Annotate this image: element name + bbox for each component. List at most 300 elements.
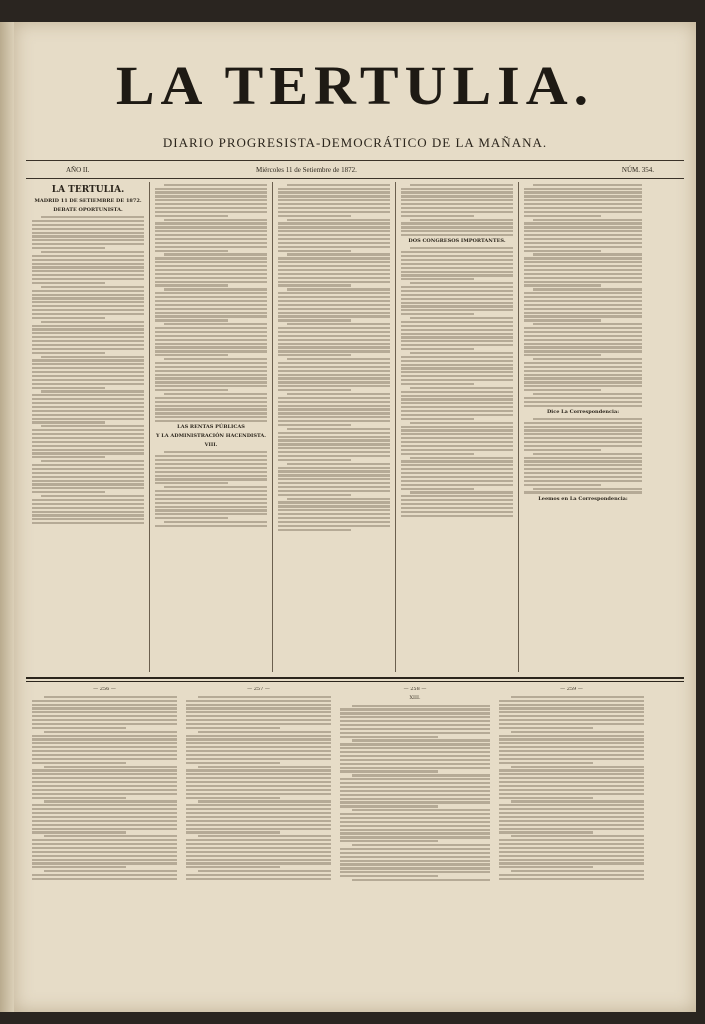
text-line [401,195,513,197]
text-line [155,478,267,480]
text-line [32,232,144,234]
text-line [32,468,144,470]
text-line [401,503,513,505]
text-line [32,808,177,810]
text-line [155,494,267,496]
article-body [278,184,390,531]
text-line [186,758,331,760]
text-line [186,828,331,830]
text-line [499,812,644,814]
text-line [287,323,390,325]
text-line [278,230,390,232]
text-line [278,319,351,321]
text-line [340,817,490,819]
text-line [499,785,644,787]
text-line [32,282,105,284]
text-line [278,222,390,224]
text-line [32,336,144,338]
text-line [278,350,390,352]
text-line [340,863,490,865]
column-5 [524,182,642,672]
text-line [32,758,177,760]
text-line [401,364,513,366]
text-line [32,499,144,501]
text-line [278,327,390,329]
text-line [155,234,267,236]
text-line [32,445,144,447]
text-line [32,828,177,830]
text-line [340,821,490,823]
column-1 [32,182,144,672]
text-line [499,804,644,806]
text-line [533,418,642,420]
text-line [186,789,331,791]
text-line [155,498,267,500]
text-line [155,199,267,201]
text-line [186,808,331,810]
text-line [32,383,144,385]
text-line [278,443,390,445]
text-line [401,199,513,201]
text-line [32,820,177,822]
text-line [155,277,267,279]
text-line [524,484,601,486]
text-line [511,835,644,837]
text-line [511,870,644,872]
folletin-body [186,696,331,880]
text-line [155,517,228,519]
text-line [524,234,642,236]
text-line [524,292,642,294]
text-line [164,393,267,395]
text-line [32,700,177,702]
text-line [401,379,513,381]
masthead-title: LA TERTULIA. [115,54,595,117]
text-line [186,777,331,779]
text-line [524,460,642,462]
text-line [340,832,490,834]
text-line [340,798,490,800]
text-line [499,847,644,849]
text-line [524,468,642,470]
text-line [401,406,513,408]
footer-line: Leemos en La Correspondencia: [538,495,628,502]
text-line [278,529,351,531]
text-line [340,782,490,784]
text-line [533,393,642,395]
text-line [155,459,267,461]
text-line [524,238,642,240]
text-line [186,859,331,861]
text-line [32,715,177,717]
text-line [198,835,331,837]
text-line [32,862,177,864]
text-line [524,457,642,459]
text-line [155,350,267,352]
text-line [155,471,267,473]
text-line [32,340,144,342]
text-line [401,348,474,350]
text-line [499,855,644,857]
folletin-column-4 [499,687,644,1002]
text-line [401,472,513,474]
text-line [32,441,144,443]
text-line [401,188,513,190]
text-line [278,513,390,515]
text-line [278,494,351,496]
text-line [524,203,642,205]
text-line [287,184,390,186]
text-line [499,851,644,853]
text-line [32,824,177,826]
text-line [401,309,513,311]
text-line [524,300,642,302]
text-line [32,711,177,713]
text-line [32,387,105,389]
text-line [32,410,144,412]
text-line [340,875,438,877]
text-line [401,464,513,466]
text-line [186,727,280,729]
text-line [499,878,644,880]
text-line [524,445,642,447]
text-line [155,509,267,511]
text-line [41,321,144,323]
text-line [401,480,513,482]
serial-body [155,451,267,527]
text-line [32,418,144,420]
text-line [401,453,474,455]
text-line [340,720,490,722]
text-line [278,525,390,527]
text-line [401,329,513,331]
text-line [278,265,390,267]
text-line [32,278,144,280]
text-line [155,315,267,317]
text-line [32,847,177,849]
text-line [155,284,228,286]
text-line [155,377,267,379]
text-line [499,874,644,876]
text-line [186,820,331,822]
text-line [186,862,331,864]
text-line [401,234,513,236]
text-line [186,754,331,756]
text-line [524,304,642,306]
issue-date: Miércoles 11 de Setiembre de 1872. [256,166,357,174]
text-line [401,398,513,400]
text-line [32,375,144,377]
text-line [278,346,390,348]
article-title: DEBATE OPORTUNISTA. [53,207,123,213]
text-line [401,302,513,304]
text-line [278,420,390,422]
text-line [278,296,390,298]
text-line [278,397,390,399]
text-line [511,731,644,733]
text-line [524,269,642,271]
text-line [41,356,144,358]
text-line [401,371,513,373]
text-line [186,735,331,737]
text-line [410,352,513,354]
text-line [499,719,644,721]
text-line [155,319,228,321]
text-line [340,860,490,862]
text-line [32,371,144,373]
text-line [32,317,105,319]
text-line [278,343,390,345]
article-body [155,184,267,423]
text-line [186,700,331,702]
text-line [401,271,513,273]
text-line [287,358,390,360]
text-line [32,855,177,857]
text-line [155,265,267,267]
text-line [198,696,331,698]
text-line [524,230,642,232]
text-line [155,412,267,414]
folletin-body [499,696,644,880]
text-line [401,333,513,335]
text-line [524,296,642,298]
text-line [155,482,228,484]
text-line [278,436,390,438]
text-line [155,374,267,376]
text-line [401,507,513,509]
text-line [401,259,513,261]
text-line [499,862,644,864]
text-line [499,859,644,861]
text-line [32,379,144,381]
text-line [524,277,642,279]
text-line [499,831,593,833]
text-line [278,335,390,337]
text-line [32,503,144,505]
text-line [499,715,644,717]
text-line [352,844,490,846]
text-line [155,416,267,418]
text-line [287,288,390,290]
text-line [32,491,105,493]
text-line [32,398,144,400]
text-line [155,346,267,348]
text-line [155,420,267,422]
text-line [499,742,644,744]
text-line [278,199,390,201]
text-line [32,472,144,474]
text-line [352,705,490,707]
article-body [524,418,642,494]
text-line [401,429,513,431]
text-line [499,839,644,841]
text-line [524,215,601,217]
text-line [524,381,642,383]
text-line [32,402,144,404]
text-line [155,296,267,298]
text-line [155,408,267,410]
text-line [278,242,390,244]
text-line [499,793,644,795]
text-line [401,336,513,338]
text-line [401,488,474,490]
text-line [186,797,280,799]
text-line [155,405,267,407]
text-line [44,731,177,733]
text-line [278,447,390,449]
text-line [32,511,144,513]
text-line [32,414,144,416]
text-line [524,426,642,428]
text-line [410,387,513,389]
text-line [155,513,267,515]
folletin-body [32,696,177,880]
text-line [340,767,490,769]
text-line [32,359,144,361]
text-line [32,769,177,771]
text-line [278,408,390,410]
text-line [164,184,267,186]
text-line [340,716,490,718]
text-line [410,422,513,424]
text-line [524,335,642,337]
column-rule [149,182,150,672]
text-line [401,290,513,292]
text-line [164,219,267,221]
text-line [533,488,642,490]
text-line [32,487,144,489]
text-line [499,781,644,783]
text-line [44,870,177,872]
text-line [32,332,144,334]
newspaper-page [14,22,696,1012]
text-line [401,476,513,478]
text-line [499,735,644,737]
text-line [278,273,390,275]
text-line [278,416,390,418]
text-line [278,366,390,368]
text-line [155,506,267,508]
text-line [401,325,513,327]
text-line [278,474,390,476]
text-line [410,317,513,319]
text-line [44,696,177,698]
text-line [32,274,144,276]
text-line [32,859,177,861]
text-line [155,292,267,294]
text-line [186,839,331,841]
text-line [32,507,144,509]
text-line [278,501,390,503]
text-line [186,855,331,857]
text-line [401,263,513,265]
text-line [32,851,177,853]
text-line [524,366,642,368]
text-line [155,269,267,271]
text-line [155,362,267,364]
text-line [410,219,513,221]
text-line [32,793,177,795]
text-line [155,354,228,356]
issue-number: NÚM. 354. [621,166,654,174]
text-line [41,216,144,218]
text-line [401,484,513,486]
top-rule [26,160,684,161]
text-line [32,735,177,737]
text-line [32,727,126,729]
text-line [186,704,331,706]
text-line [401,433,513,435]
text-line [32,433,144,435]
text-line [32,352,105,354]
text-line [278,486,390,488]
text-line [32,785,177,787]
text-line [524,222,642,224]
text-line [32,518,144,520]
text-line [340,825,490,827]
text-line [401,340,513,342]
text-line [524,199,642,201]
text-line [524,339,642,341]
text-line [32,723,177,725]
text-line [32,429,144,431]
text-line [278,362,390,364]
text-line [340,728,490,730]
article-body [524,184,642,407]
text-line [278,509,390,511]
text-line [401,395,513,397]
text-line [511,696,644,698]
text-line [340,770,438,772]
text-line [401,286,513,288]
text-line [44,800,177,802]
text-line [401,410,513,412]
text-line [41,460,144,462]
text-line [155,335,267,337]
text-line [533,184,642,186]
text-line [524,284,601,286]
text-line [524,405,642,407]
text-line [524,377,642,379]
text-line [32,874,177,876]
text-line [278,304,390,306]
text-line [155,308,267,310]
text-line [524,354,601,356]
text-line [533,253,642,255]
text-line [155,188,267,190]
text-line [340,856,490,858]
text-line [410,184,513,186]
text-line [155,381,267,383]
text-line [186,762,280,764]
text-line [155,203,267,205]
folletin-chapter: XIII. [409,694,421,701]
text-line [41,251,144,253]
column-rule [272,182,273,672]
text-line [340,747,490,749]
text-line [352,809,490,811]
text-line [32,816,177,818]
text-line [155,389,228,391]
text-line [32,480,144,482]
text-line [278,238,390,240]
text-line [32,831,126,833]
text-line [401,298,513,300]
text-line [401,344,513,346]
text-line [278,467,390,469]
text-line [32,719,177,721]
text-line [278,281,390,283]
